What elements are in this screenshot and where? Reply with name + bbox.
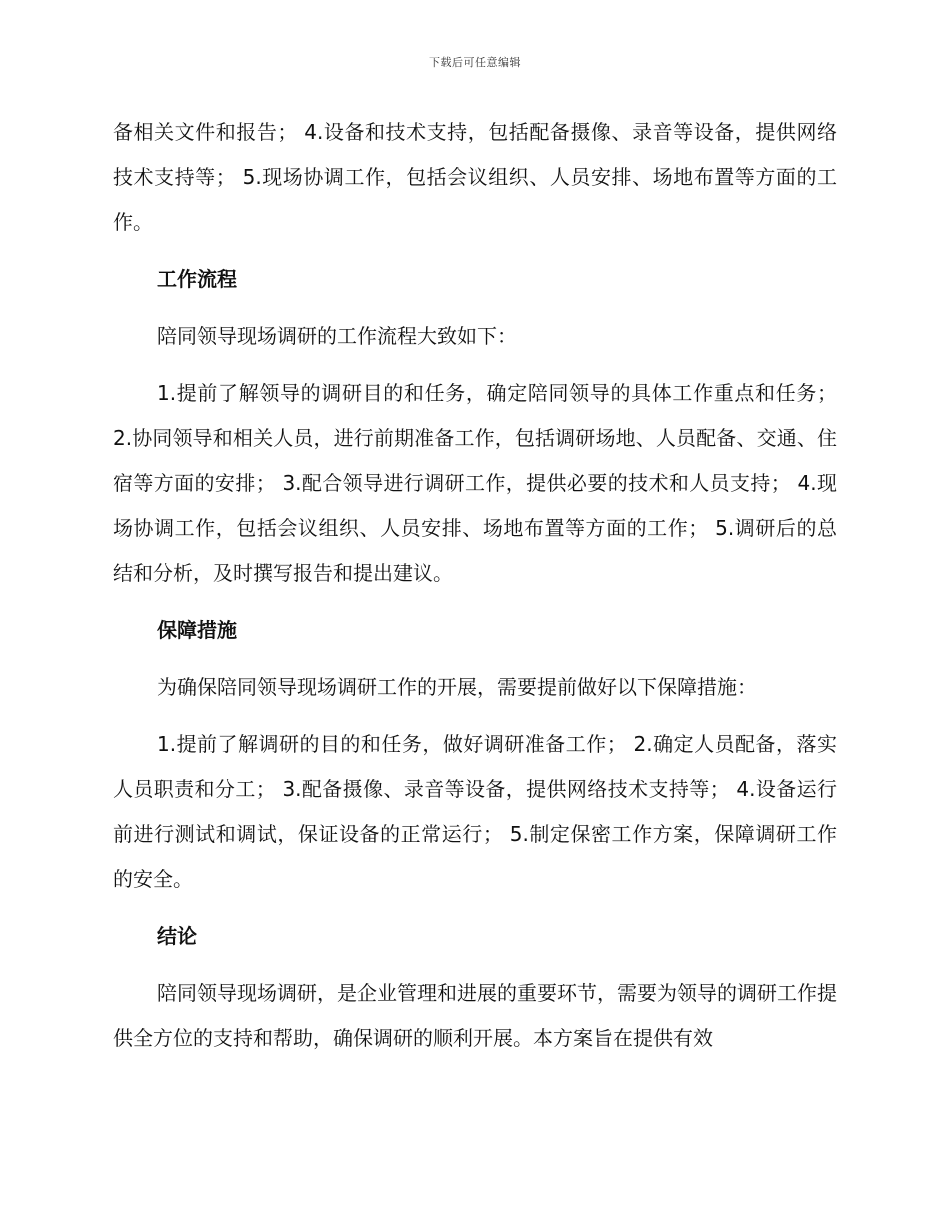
page-header-note: 下载后可任意编辑 (429, 56, 521, 69)
section-heading-safeguard: 保障措施 (157, 618, 237, 642)
paragraph-process-list: 1.提前了解领导的调研目的和任务，确定陪同领导的具体工作重点和任务； 2.协同领导和相关人员，进行前期准备工作，包括调研场地、人员配备、交通、住宿等方面的安排； 3.配合领导进行调研工作，提供必要的技术和人员支持； 4.现场协调工作，包括会议组织、人员安排、场地布置等方面的工作； 5.调研后的总结和分析，及时撰写报告和提出建议。 (113, 381, 837, 585)
paragraph-safeguard-intro: 为确保陪同领导现场调研工作的开展，需要提前做好以下保障措施： (157, 675, 757, 699)
paragraph-continuation: 备相关文件和报告； 4.设备和技术支持，包括配备摄像、录音等设备，提供网络技术支持等； 5.现场协调工作，包括会议组织、人员安排、场地布置等方面的工作。 (113, 120, 837, 234)
paragraph-conclusion: 陪同领导现场调研，是企业管理和进展的重要环节，需要为领导的调研工作提供全方位的支持和帮助，确保调研的顺利开展。本方案旨在提供有效 (113, 981, 837, 1050)
paragraph-process-intro: 陪同领导现场调研的工作流程大致如下： (157, 324, 517, 348)
paragraph-safeguard-list: 1.提前了解调研的目的和任务，做好调研准备工作； 2.确定人员配备，落实人员职责和分工； 3.配备摄像、录音等设备，提供网络技术支持等； 4.设备运行前进行测试和调试，保证设备的正常运行； 5.制定保密工作方案，保障调研工作的安全。 (113, 732, 837, 891)
section-heading-process: 工作流程 (157, 267, 237, 291)
section-heading-conclusion: 结论 (157, 924, 197, 948)
document-body (113, 110, 837, 1061)
